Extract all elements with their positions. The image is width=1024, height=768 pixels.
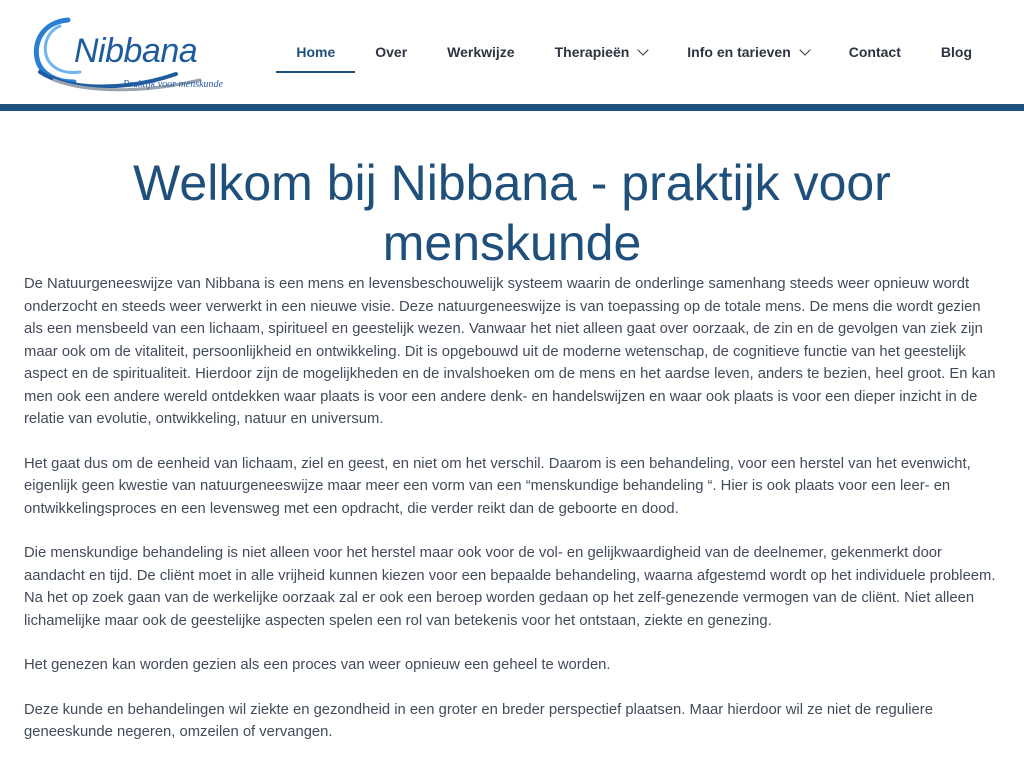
main-content (0, 111, 1024, 744)
nav-item-therapieen[interactable] (535, 32, 668, 72)
chevron-down-icon (799, 44, 810, 55)
nav-item-label: Info en tarieven (687, 44, 791, 60)
nav-item-home[interactable] (276, 32, 355, 72)
nav-item-label: Home (296, 44, 336, 60)
nav-item-contact[interactable] (829, 32, 921, 72)
nav-item-over[interactable] (355, 32, 427, 72)
chevron-down-icon (638, 44, 649, 55)
content-paragraph: Het gaat dus om de eenheid van lichaam, ziel en geest, en niet om het verschil. Daarom is een behandeling, voor een herstel van het evenwicht, eigenlijk geen kwestie van natuurgeneeswijze maar meer een vorm van een “menskundige behandeling “. Hier is ook plaats voor een leer- en ontwikkelingsproces en een levensweg met een opdracht, die verder reikt dan de geboorte en dood. (24, 455, 971, 517)
logo-tagline: Praktijk voor menskunde (123, 79, 223, 90)
main-nav (276, 0, 992, 104)
nav-item-label: Werkwijze (447, 44, 515, 60)
header-divider-bar (0, 104, 1024, 111)
site-logo[interactable] (30, 14, 223, 94)
nav-item-werkwijze[interactable] (427, 32, 534, 72)
logo-title: Nibbana (74, 32, 198, 70)
nav-item-label: Contact (848, 44, 901, 60)
site-header (0, 0, 1024, 104)
content-paragraph: Deze kunde en behandelingen wil ziekte en gezondheid in een groter en breder perspectief plaatsen. Maar hierdoor wil ze niet de reguliere geneeskunde negeren, omzeilen of vervangen. (24, 701, 933, 740)
page-title: Welkom bij Nibbana - praktijk voor menskunde (133, 155, 891, 271)
nav-item-blog[interactable] (921, 32, 992, 72)
content-paragraph: Die menskundige behandeling is niet alleen voor het herstel maar ook voor de vol- en gelijkwaardigheid van de deelnemer, gekenmerkt door aandacht en tijd. De cliënt moet in alle vrijheid kunnen kiezen voor een bepaalde behandeling, waarna afgestemd wordt op het individuele probleem. Na het op zoek gaan van de werkelijke oorzaak zal er ook een beroep worden gedaan op het zelf-genezende vermogen van de cliënt. Niet alleen lichamelijke maar ook de geestelijke aspecten spelen een rol van betekenis voor het ontstaan, ziekte en genezing. (24, 545, 996, 629)
nav-item-label: Therapieën (554, 44, 630, 60)
nav-item-label: Blog (940, 44, 972, 60)
content-paragraph: Het genezen kan worden gezien als een proces van weer opnieuw een geheel te worden. (24, 657, 611, 673)
nav-item-info-en-tarieven[interactable] (667, 32, 828, 72)
nav-item-label: Over (375, 44, 408, 60)
intro-paragraph: De Natuurgeneeswijze van Nibbana is een mens en levensbeschouwelijk systeem waarin de onderlinge samenhang steeds weer opnieuw wordt onderzocht en steeds weer verwerkt in een nieuwe visie. Deze natuurgeneeswijze is van toepassing op de totale mens. De mens die wordt gezien als een mensbeeld van een lichaam, spiritueel en geestelijk wezen. Vanwaar het niet alleen gaat over oorzaak, de zin en de gevolgen van ziek zijn maar ook om de vitaliteit, persoonlijkheid en ontwikkeling. Dit is opgebouwd uit de moderne wetenschap, de cognitieve functie van het geestelijk aspect en de spiritualiteit. Hierdoor zijn de mogelijkheden en de invalshoeken om de mens en het aardse leven, anders te bezien, heel groot. En kan men ook een andere wereld ontdekken waar plaats is voor een andere denk- en handelswijzen en waar ook plaats is voor een dieper inzicht in de relatie van evolutie, ontwikkeling, natuur en universum. (24, 276, 996, 427)
